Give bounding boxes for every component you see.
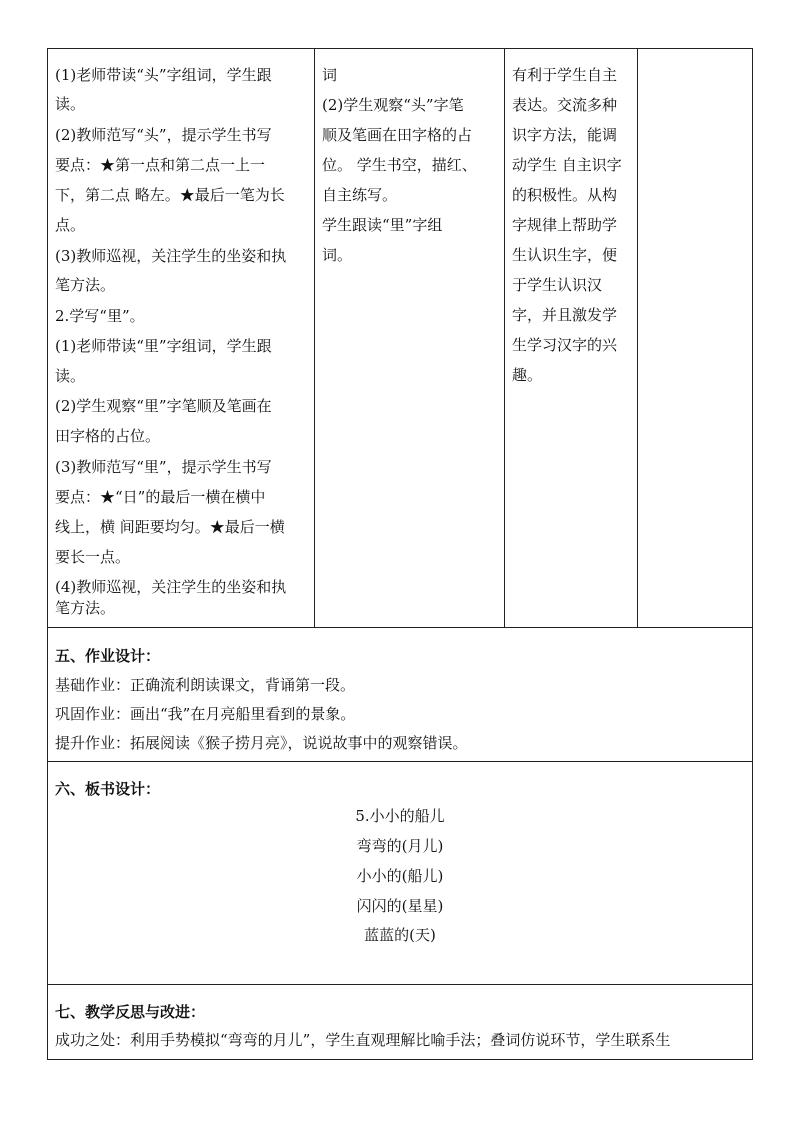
col1-line: (2)教师范写“头”，提示学生书写 <box>55 126 272 144</box>
col2-line: 位。 学生书空，描红、 <box>322 156 477 174</box>
col2-line: 词。 <box>322 246 353 264</box>
col3-line: 趣。 <box>512 366 543 384</box>
table-right-border <box>752 48 753 1060</box>
board-line: 5.小小的船儿 <box>355 807 445 825</box>
homework-line: 巩固作业：画出“我”在月亮船里看到的景象。 <box>55 705 356 723</box>
reflection-line: 成功之处：利用手势模拟“弯弯的月儿”，学生直观理解比喻手法；叠词仿说环节，学生联系生 <box>55 1031 671 1049</box>
col1-line: 读。 <box>55 367 86 385</box>
row-divider-reflection <box>47 984 753 985</box>
col1-line: 要点：★“日”的最后一横在横中 <box>55 488 266 506</box>
col1-line: 线上，横 间距要均匀。★最后一横 <box>55 518 285 536</box>
col3-line: 的积极性。从构 <box>512 186 618 204</box>
row-divider-board <box>47 761 753 762</box>
col1-line: 笔方法。 <box>55 599 116 617</box>
column-divider-1 <box>314 48 315 627</box>
col2-line: 词 <box>322 66 338 84</box>
col2-line: 自主练写。 <box>322 186 398 204</box>
board-line: 闪闪的(星星) <box>356 897 444 915</box>
column-divider-3 <box>637 48 638 627</box>
board-line: 蓝蓝的(天) <box>364 926 436 944</box>
col1-line: (3)教师范写“里”，提示学生书写 <box>55 458 272 476</box>
col3-line: 生学习汉字的兴 <box>512 336 618 354</box>
col2-line: 学生跟读“里”字组 <box>322 216 443 234</box>
col1-line: (3)教师巡视，关注学生的坐姿和执 <box>55 247 287 265</box>
table-top-border <box>47 48 753 49</box>
col3-line: 有利于学生自主 <box>512 66 618 84</box>
homework-line: 基础作业：正确流利朗读课文，背诵第一段。 <box>55 676 356 694</box>
board-title: 六、板书设计： <box>55 780 161 798</box>
table-left-border <box>47 48 48 1060</box>
col2-line: (2)学生观察“头”字笔 <box>322 96 464 114</box>
col3-line: 字规律上帮助学 <box>512 216 618 234</box>
col1-line: 点。 <box>55 216 86 234</box>
row-divider-homework <box>47 627 753 628</box>
col1-line: 读。 <box>55 95 86 113</box>
col3-line: 生认识生字，便 <box>512 246 618 264</box>
col1-line: (4)教师巡视，关注学生的坐姿和执 <box>55 578 287 596</box>
board-line: 弯弯的(月儿) <box>356 837 444 855</box>
col2-line: 顺及笔画在田字格的占 <box>322 126 473 144</box>
homework-line: 提升作业：拓展阅读《猴子捞月亮》，说说故事中的观察错误。 <box>55 734 468 752</box>
col3-line: 字，并且激发学 <box>512 306 618 324</box>
col1-line: (1)老师带读“里”字组词，学生跟 <box>55 337 272 355</box>
col1-line: 要点：★第一点和第二点一上一 <box>55 156 266 174</box>
col3-line: 于学生认识汉 <box>512 276 603 294</box>
col1-line: 下，第二点 略左。★最后一笔为长 <box>55 186 285 204</box>
col1-line: 要长一点。 <box>55 548 131 566</box>
col1-line: 2.学写“里”。 <box>55 307 145 325</box>
col1-line: 田字格的占位。 <box>55 427 161 445</box>
reflection-title: 七、教学反思与改进： <box>55 1003 206 1021</box>
col3-line: 表达。交流多种 <box>512 96 618 114</box>
col1-line: (2)学生观察“里”字笔顺及笔画在 <box>55 397 272 415</box>
col1-line: 笔方法。 <box>55 276 116 294</box>
col1-line: (1)老师带读“头”字组词，学生跟 <box>55 66 272 84</box>
board-line: 小小的(船儿) <box>356 867 444 885</box>
col3-line: 动学生 自主识字 <box>512 156 622 174</box>
table-bottom-border <box>47 1059 753 1060</box>
col3-line: 识字方法，能调 <box>512 126 618 144</box>
homework-title: 五、作业设计： <box>55 647 161 665</box>
column-divider-2 <box>504 48 505 627</box>
